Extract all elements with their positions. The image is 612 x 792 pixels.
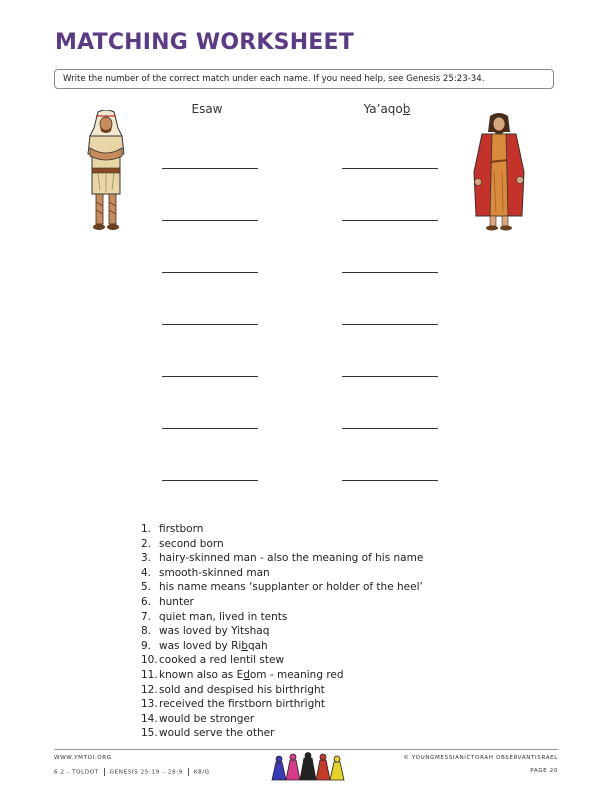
match-item-text-underlined: d (243, 668, 250, 681)
ministry-logo (268, 752, 350, 782)
match-item-text: would serve the other (159, 727, 275, 740)
match-item-number: 6. (141, 595, 152, 608)
match-item-text: second born (159, 537, 224, 550)
footer-separator (188, 768, 189, 776)
match-item-text: received the firstborn birthright (159, 698, 326, 711)
match-list-item (141, 624, 423, 639)
footer-separator (104, 768, 105, 776)
footer-lesson-info (54, 768, 210, 776)
footer-grade: K8/G (193, 769, 210, 776)
match-list-item (141, 683, 423, 698)
match-item-text: known also as E (159, 668, 244, 681)
match-list-item (141, 697, 423, 712)
match-item-text: sold and despised his birthright (159, 683, 325, 696)
answer-line-yaaqob[interactable] (342, 428, 438, 429)
match-list-item (141, 712, 423, 727)
footer-reference: GENESIS 25:19 – 28:9 (109, 769, 183, 776)
match-list-item (141, 610, 423, 625)
answer-line-yaaqob[interactable] (342, 272, 438, 273)
match-list-item (141, 668, 423, 683)
match-list-item (141, 726, 423, 741)
match-list-item (141, 580, 423, 595)
match-item-text: his name means ‘supplanter or holder of the heel’ (159, 581, 423, 594)
match-item-number: 11. (141, 668, 158, 681)
match-item-text-underlined: b (241, 639, 248, 652)
match-item-number: 8. (141, 625, 152, 638)
match-item-number: 1. (141, 523, 152, 535)
match-item-number: 13. (141, 698, 158, 711)
match-list-item (141, 551, 423, 566)
match-item-text: hunter (159, 595, 194, 608)
match-item-number: 15. (141, 727, 158, 740)
answer-line-esaw[interactable] (162, 428, 258, 429)
answer-line-esaw[interactable] (162, 168, 258, 169)
match-list-item (141, 639, 423, 654)
match-item-number: 9. (141, 639, 152, 652)
match-item-number: 2. (141, 537, 152, 550)
answer-line-esaw[interactable] (162, 272, 258, 273)
footer-rule (54, 749, 558, 750)
answer-line-yaaqob[interactable] (342, 376, 438, 377)
match-list-item (141, 595, 423, 610)
column-heading-esaw: Esaw (191, 102, 223, 116)
esaw-illustration (78, 110, 134, 234)
match-item-text: smooth-skinned man (159, 566, 270, 579)
column-heading-yaaqob (337, 102, 437, 116)
match-item-text: was loved by Yitshaq (159, 625, 270, 638)
match-item-text: qah (247, 639, 268, 652)
answer-line-esaw[interactable] (162, 324, 258, 325)
column-heading-yaaqob-text: Ya’aqo (363, 102, 403, 116)
match-item-text: firstborn (159, 523, 204, 535)
match-item-text: quiet man, lived in tents (159, 610, 288, 623)
match-item-number: 3. (141, 552, 152, 565)
answer-line-yaaqob[interactable] (342, 168, 438, 169)
match-item-text: was loved by Ri (159, 639, 242, 652)
answer-line-esaw[interactable] (162, 376, 258, 377)
match-list-item (141, 653, 423, 668)
match-item-number: 5. (141, 581, 152, 594)
match-item-text: om - meaning red (249, 668, 344, 681)
match-list-item (141, 566, 423, 581)
match-item-text: would be stronger (159, 712, 255, 725)
match-item-text: hairy-skinned man - also the meaning of his name (159, 552, 424, 565)
footer-website: WWW.YMTOI.ORG (54, 755, 112, 761)
match-item-text: cooked a red lentil stew (159, 654, 285, 667)
match-list (141, 522, 423, 741)
footer-page-number: PAGE 20 (530, 768, 558, 774)
match-item-number: 12. (141, 683, 158, 696)
column-heading-yaaqob-underlined: b (402, 102, 411, 116)
yaaqob-illustration (468, 112, 530, 232)
answer-line-yaaqob[interactable] (342, 324, 438, 325)
match-list-item (141, 522, 423, 537)
answer-line-yaaqob[interactable] (342, 220, 438, 221)
answer-line-yaaqob[interactable] (342, 480, 438, 481)
footer-lesson: 6.2 - TOLDOT (54, 769, 99, 776)
page-title: MATCHING WORKSHEET (55, 30, 354, 55)
answer-line-esaw[interactable] (162, 220, 258, 221)
answer-line-esaw[interactable] (162, 480, 258, 481)
match-item-number: 7. (141, 610, 152, 623)
footer-copyright: © YOUNGMESSIANICTORAH OBSERVANTISRAEL (403, 755, 558, 761)
match-item-number: 10. (141, 654, 158, 667)
match-item-number: 14. (141, 712, 158, 725)
match-list-item (141, 537, 423, 552)
match-item-number: 4. (141, 566, 152, 579)
instructions-box: Write the number of the correct match under each name. If you need help, see Genesis 25:23-34. (54, 69, 554, 89)
